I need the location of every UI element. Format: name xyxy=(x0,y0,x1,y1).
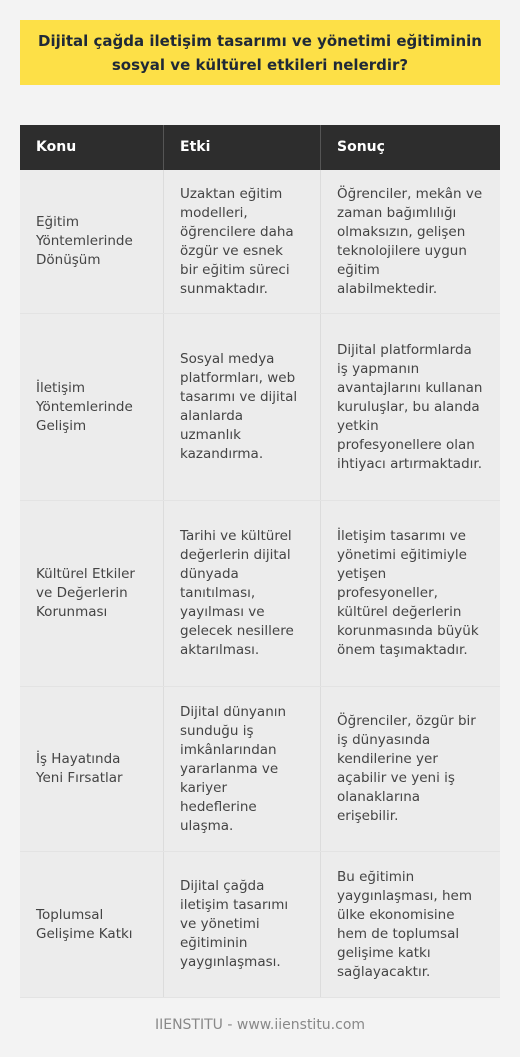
table-header-row xyxy=(20,125,500,170)
table-row xyxy=(20,501,500,687)
cell-konu: İş Hayatında Yeni Fırsatlar xyxy=(36,751,123,786)
table-row xyxy=(20,170,500,314)
cell-etki: Sosyal medya platformları, web tasarımı ve dijital alanlarda uzmanlık kazandırma. xyxy=(163,314,321,500)
page-title: Dijital çağda iletişim tasarımı ve yönetimi eğitiminin sosyal ve kültürel etkileri nelerdir? xyxy=(38,31,482,74)
header-etki: Etki xyxy=(163,125,321,170)
cell-konu: Kültürel Etkiler ve Değerlerin Korunması xyxy=(36,566,135,620)
table-row xyxy=(20,314,500,501)
table-row xyxy=(20,687,500,852)
cell-sonuc: Öğrenciler, özgür bir iş dünyasında kendilerine yer açabilir ve yeni iş olanaklarına erişebilir. xyxy=(337,713,476,824)
cell-etki: Uzaktan eğitim modelleri, öğrencilere daha özgür ve esnek bir eğitim süreci sunmaktadır. xyxy=(163,170,321,313)
cell-konu: Toplumsal Gelişime Katkı xyxy=(36,906,133,942)
cell-sonuc: İletişim tasarımı ve yönetimi eğitimiyle yetişen profesyoneller, kültürel değerlerin korunmasında büyük önem taşımaktadır. xyxy=(337,528,479,658)
cell-konu: İletişim Yöntemlerinde Gelişim xyxy=(36,379,133,434)
cell-etki: Dijital dünyanın sunduğu iş imkânlarından yararlanma ve kariyer hedeflerine ulaşma. xyxy=(163,687,321,851)
header-konu: Konu xyxy=(36,139,77,155)
cell-konu: Eğitim Yöntemlerinde Dönüşüm xyxy=(36,214,133,268)
impact-table xyxy=(20,125,500,998)
cell-etki: Tarihi ve kültürel değerlerin dijital dünyada tanıtılması, yayılması ve gelecek nesillere aktarılması. xyxy=(163,501,321,686)
cell-etki: Dijital çağda iletişim tasarımı ve yönetimi eğitiminin yaygınlaşması. xyxy=(163,852,321,997)
title-banner xyxy=(20,20,500,85)
footer-credit: IIENSTITU - www.iienstitu.com xyxy=(154,1017,366,1033)
header-sonuc: Sonuç xyxy=(337,139,385,155)
table-row xyxy=(20,852,500,998)
cell-sonuc: Bu eğitimin yaygınlaşması, hem ülke ekonomisine hem de toplumsal gelişime katkı sağlayacaktır. xyxy=(337,868,472,980)
cell-sonuc: Dijital platformlarda iş yapmanın avantajlarını kullanan kuruluşlar, bu alanda yetkin profesyonellere olan ihtiyacı artırmaktadır. xyxy=(337,341,483,472)
cell-sonuc: Öğrenciler, mekân ve zaman bağımlılığı olmaksızın, gelişen teknolojilere uygun eğitim alabilmektedir. xyxy=(337,185,483,297)
